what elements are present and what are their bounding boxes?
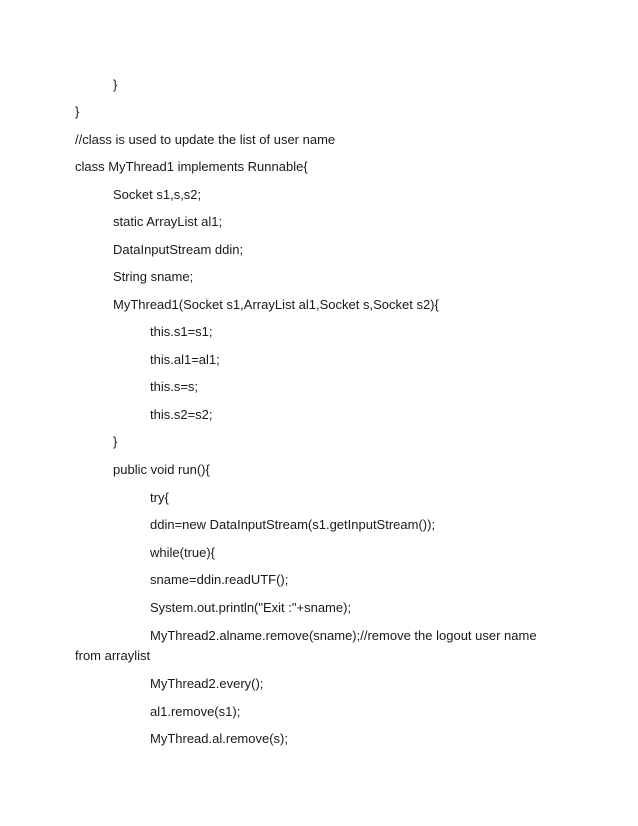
code-line: this.al1=al1; xyxy=(150,352,220,367)
code-line: this.s1=s1; xyxy=(150,324,213,339)
code-line: } xyxy=(75,104,80,119)
code-line: System.out.println("Exit :"+sname); xyxy=(150,600,352,615)
code-line: MyThread1(Socket s1,ArrayList al1,Socket s,Socket s2){ xyxy=(113,297,439,312)
code-line: MyThread.al.remove(s); xyxy=(150,731,288,746)
code-line: ddin=new DataInputStream(s1.getInputStream()); xyxy=(150,517,436,532)
code-line: Socket s1,s,s2; xyxy=(113,187,202,202)
code-line: public void run(){ xyxy=(113,462,210,477)
code-line: String sname; xyxy=(113,269,194,284)
code-line: this.s=s; xyxy=(150,379,199,394)
code-line: al1.remove(s1); xyxy=(150,704,241,719)
code-line: static ArrayList al1; xyxy=(113,214,223,229)
code-line: MyThread2.every(); xyxy=(150,676,264,691)
code-line: try{ xyxy=(150,490,169,505)
code-line: } xyxy=(113,434,118,449)
code-line: while(true){ xyxy=(150,545,216,560)
code-line: MyThread2.alname.remove(sname);//remove the logout user name xyxy=(150,628,537,643)
code-line: this.s2=s2; xyxy=(150,407,213,422)
comment-line: //class is used to update the list of user name xyxy=(75,132,336,147)
code-line: DataInputStream ddin; xyxy=(113,242,244,257)
code-line-wrap: from arraylist xyxy=(75,648,151,663)
code-line: } xyxy=(113,77,118,92)
code-line: class MyThread1 implements Runnable{ xyxy=(75,159,308,174)
code-line: sname=ddin.readUTF(); xyxy=(150,572,289,587)
